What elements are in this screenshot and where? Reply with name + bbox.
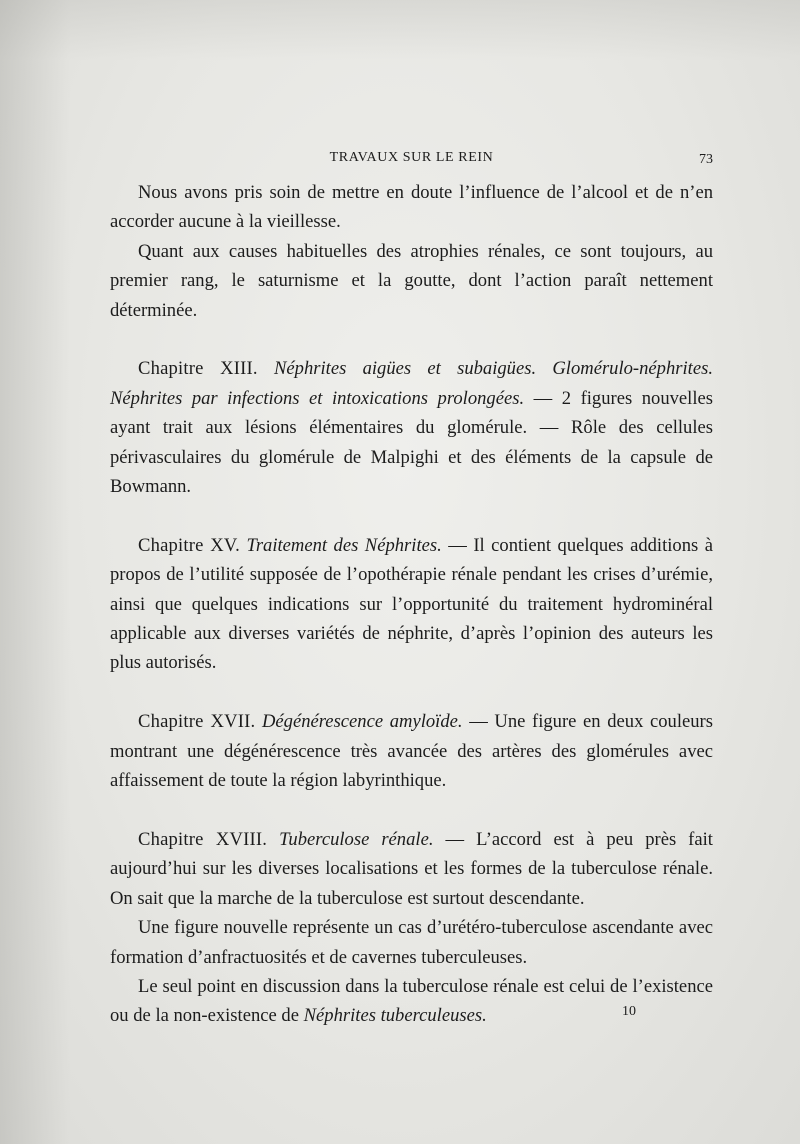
paragraph-text: — 2 figures nouvelles ayant trait aux lésions élémentaires du glomérule. — Rôle des cellules périvasculaires du glomérule de Malpighi et des éléments de la capsule de Bowmann. xyxy=(110,387,713,498)
paragraph-chapitre-xviii xyxy=(110,825,713,913)
chapter-title: Dégénérescence amyloïde. xyxy=(261,711,463,733)
chapter-label: Chapitre XV. xyxy=(138,534,241,556)
running-title: TRAVAUX SUR LE REIN xyxy=(329,150,494,165)
paragraph-chapitre-xvii xyxy=(110,707,713,795)
paragraph-figure-nouvelle xyxy=(110,913,713,972)
chapter-label: Chapitre XVIII. xyxy=(138,828,268,850)
paragraph-text: — L’accord est à peu près fait aujourd’hui sur les diverses localisations et les formes de la tuberculose rénale. On sait que la marche de la tuberculose est surtout descendante. xyxy=(110,828,713,909)
paragraph-text: Le seul point en discussion dans la tuberculose rénale est celui de l’existence ou de la non-existence de xyxy=(110,975,713,1027)
paragraph-chapitre-xv xyxy=(110,531,713,678)
paragraph-text: Quant aux causes habituelles des atrophies rénales, ce sont toujours, au premier rang, le saturnisme et la goutte, dont l’action paraît nettement déterminée. xyxy=(110,240,713,321)
running-head xyxy=(110,150,713,172)
body-text xyxy=(110,178,713,1031)
paragraph-causes xyxy=(110,237,713,325)
paragraph-text: — Il contient quelques additions à propos de l’utilité supposée de l’opothérapie rénale pendant les crises d’urémie, ainsi que quelques indications sur l’opportunité du traitement hydrominéral applicable aux diverses variétés de néphrite, d’après l’opinion des auteurs les plus autorisés. xyxy=(110,534,713,674)
signature-mark: 10 xyxy=(622,1004,636,1019)
paragraph-text: — Une figure en deux couleurs montrant une dégénérescence très avancée des artères des glomérules avec affaissement de toute la région labyrinthique. xyxy=(110,711,713,792)
paragraph-chapitre-xiii xyxy=(110,354,713,501)
page-number: 73 xyxy=(699,152,713,167)
paragraph-alcool xyxy=(110,178,713,237)
chapter-title: Tuberculose rénale. xyxy=(279,828,434,850)
paragraph-text: Une figure nouvelle représente un cas d’urétéro-tuberculose ascendante avec formation d’anfractuosités et de cavernes tuberculeuses. xyxy=(110,917,713,968)
chapter-label: Chapitre XVII. xyxy=(138,711,256,733)
chapter-title: Néphrites aigües et subaigües. Glomérulo-néphrites. Néphrites par infections et intoxications prolongées. xyxy=(110,358,713,409)
paragraph-seul-point xyxy=(110,972,713,1031)
chapter-label: Chapitre XIII. xyxy=(138,358,258,380)
italic-term: Néphrites tuberculeuses. xyxy=(303,1005,487,1027)
chapter-title: Traitement des Néphrites. xyxy=(246,534,442,556)
paragraph-text: Nous avons pris soin de mettre en doute l’influence de l’alcool et de n’en accorder aucune à la vieillesse. xyxy=(110,182,713,233)
